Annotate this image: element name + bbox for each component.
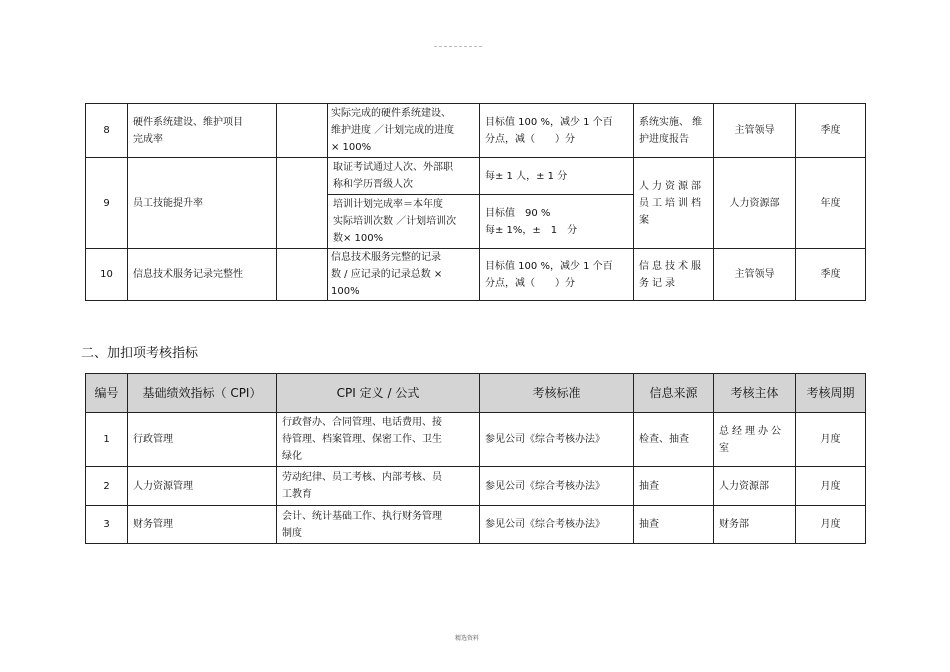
table1-row10-no: 10 — [100, 269, 113, 280]
table2-border-bottom — [85, 543, 866, 544]
table2-row2-period: 月度 — [820, 480, 841, 492]
table2-row1-definition: 行政督办、合同管理、电话费用、接 待管理、档案管理、保密工作、卫生 绿化 — [282, 417, 442, 462]
table2-row3-standard: 参见公司《综合考核办法》 — [485, 519, 605, 530]
table1-row9-source: 人力资源部 员工培训档 案 — [639, 180, 704, 226]
table2-header-period: 考核周期 — [806, 385, 855, 400]
table2-header-definition: CPI 定义 / 公式 — [336, 385, 420, 400]
table1-border-bottom — [85, 300, 866, 301]
table1-row8-indicator: 硬件系统建设、维护项目 完成率 — [133, 116, 243, 145]
table1-col-line — [479, 103, 480, 301]
table2-row1-no: 1 — [103, 434, 110, 445]
table1-row10-source: 信息技术服 务记录 — [639, 260, 704, 289]
table1-row9-definition-a: 取证考试通过人次、外部职 称和学历晋级人次 — [333, 162, 453, 190]
table1-row8-definition: 实际完成的硬件系统建设、 维护进度 ／计划完成的进度 × 100% — [331, 108, 455, 153]
table2-row1-subject: 总经理办公 室 — [719, 425, 784, 454]
table2-header-standard: 考核标准 — [532, 385, 581, 400]
table1-row9-indicator: 员工技能提升率 — [133, 197, 203, 209]
table2-row3-indicator: 财务管理 — [133, 519, 173, 530]
table2-row3-definition: 会计、统计基础工作、执行财务管理 制度 — [282, 510, 442, 539]
table1-row8-source: 系统实施、 维 护进度报告 — [639, 116, 703, 145]
table2-row1-source: 检查、抽查 — [639, 434, 689, 445]
table2-row2-subject: 人力资源部 — [719, 480, 769, 492]
table2-row2-standard: 参见公司《综合考核办法》 — [485, 480, 605, 492]
table2-row2-definition: 劳动纪律、员工考核、内部考核、员 工教育 — [282, 472, 442, 500]
table2-row3-period: 月度 — [820, 519, 841, 530]
table2-row2-source: 抽查 — [639, 480, 659, 492]
page-footer: 精选资料 — [455, 635, 480, 642]
table1-row10-period: 季度 — [820, 269, 841, 280]
table1-row9-standard-a: 每± 1 人，± 1 分 — [485, 170, 568, 182]
table1-col-line — [127, 103, 128, 301]
table1-col-line — [276, 103, 277, 301]
table1-row9-period: 年度 — [820, 197, 841, 209]
table2-col-line — [865, 373, 866, 544]
page-top-mark — [434, 46, 482, 47]
table2-header-indicator: 基础绩效指标（ CPI） — [142, 385, 262, 400]
table2-row3-subject: 财务部 — [719, 519, 749, 530]
table2-row3-no: 3 — [103, 519, 110, 530]
table1-row9-subject: 人力资源部 — [729, 197, 780, 209]
table2-row1-standard: 参见公司《综合考核办法》 — [485, 434, 605, 445]
table1-row8-period: 季度 — [820, 125, 841, 136]
section-title: 二、加扣项考核指标 — [81, 346, 199, 361]
table2-header-subject: 考核主体 — [730, 385, 779, 400]
table1-row9-definition-b: 培训计划完成率＝本年度 实际培训次数 ／计划培训次 数× 100% — [333, 199, 457, 244]
table1-col-line — [633, 103, 634, 301]
table1-row8-standard: 目标值 100 %，减少 1 个百 分点，减（ ）分 — [485, 116, 613, 145]
table1-row10-indicator: 信息技术服务记录完整性 — [133, 269, 243, 280]
table1-row10-subject: 主管领导 — [734, 269, 775, 280]
table2-header-no: 编号 — [94, 385, 119, 400]
table2-row2-indicator: 人力资源管理 — [133, 480, 193, 492]
table1-row10-standard: 目标值 100 %，减少 1 个百 分点，减（ ）分 — [485, 260, 613, 289]
table1-col-line — [865, 103, 866, 301]
table2-row1-indicator: 行政管理 — [133, 434, 173, 445]
table1-row8-no: 8 — [103, 125, 110, 136]
table1-row9-standard-b: 目标值 90 % 每± 1%，± 1 分 — [485, 207, 578, 236]
table2-row2-no: 2 — [103, 480, 110, 492]
table1-row8-subject: 主管领导 — [734, 125, 775, 136]
table2-header-source: 信息来源 — [649, 385, 698, 400]
table1-row10-definition: 信息技术服务完整的记录 数 / 应记录的记录总数 × 100% — [331, 252, 443, 297]
table2-row3-source: 抽查 — [639, 519, 659, 530]
table2-row1-period: 月度 — [820, 434, 841, 445]
table1-row9-no: 9 — [103, 197, 110, 209]
table1-col-line — [327, 103, 328, 301]
